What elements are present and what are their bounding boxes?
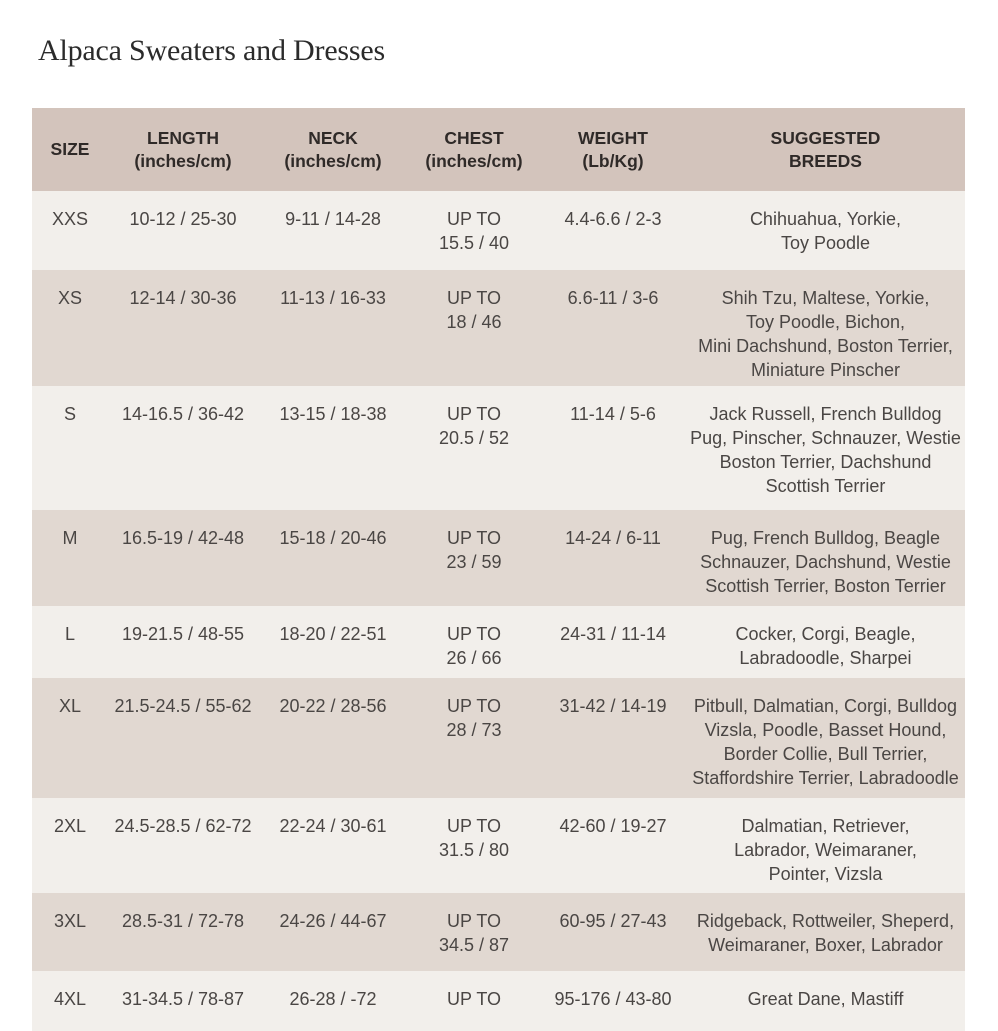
cell-weight: 6.6-11 / 3-6 [540, 270, 686, 386]
cell-chest: UP TO 34.5 / 87 [408, 893, 540, 971]
cell-weight: 60-95 / 27-43 [540, 893, 686, 971]
cell-size: 2XL [32, 798, 108, 893]
cell-chest: UP TO [408, 971, 540, 1031]
table-header-row [32, 108, 965, 191]
table-row [32, 386, 965, 510]
column-header-length [108, 108, 258, 191]
cell-breeds: Shih Tzu, Maltese, Yorkie, Toy Poodle, Bichon, Mini Dachshund, Boston Terrier, Miniature Pinscher [686, 270, 965, 386]
cell-weight: 95-176 / 43-80 [540, 971, 686, 1031]
column-header-title: SUGGESTED [770, 127, 881, 148]
cell-neck: 18-20 / 22-51 [258, 606, 408, 678]
cell-size: 3XL [32, 893, 108, 971]
cell-length: 10-12 / 25-30 [108, 191, 258, 270]
cell-chest: UP TO 23 / 59 [408, 510, 540, 606]
column-header-breeds [686, 108, 965, 191]
page-title: Alpaca Sweaters and Dresses [38, 34, 385, 67]
cell-size: L [32, 606, 108, 678]
cell-weight: 42-60 / 19-27 [540, 798, 686, 893]
column-header-unit: (inches/cm) [425, 150, 523, 171]
column-header-unit: BREEDS [789, 150, 862, 171]
cell-breeds: Great Dane, Mastiff [686, 971, 965, 1031]
cell-size: M [32, 510, 108, 606]
cell-chest: UP TO 26 / 66 [408, 606, 540, 678]
cell-length: 19-21.5 / 48-55 [108, 606, 258, 678]
table-row [32, 678, 965, 798]
cell-neck: 9-11 / 14-28 [258, 191, 408, 270]
cell-size: XL [32, 678, 108, 798]
cell-chest: UP TO 28 / 73 [408, 678, 540, 798]
cell-chest: UP TO 31.5 / 80 [408, 798, 540, 893]
column-header-title: WEIGHT [578, 127, 648, 148]
column-header-title: NECK [308, 127, 358, 148]
column-header-size [32, 108, 108, 191]
column-header-unit: (inches/cm) [134, 150, 232, 171]
cell-breeds: Pitbull, Dalmatian, Corgi, Bulldog Vizsla, Poodle, Basset Hound, Border Collie, Bull Terrier, Staffordshire Terrier, Labradoodle [686, 678, 965, 798]
cell-breeds: Dalmatian, Retriever, Labrador, Weimaraner, Pointer, Vizsla [686, 798, 965, 893]
cell-breeds: Pug, French Bulldog, Beagle Schnauzer, Dachshund, Westie Scottish Terrier, Boston Terrier [686, 510, 965, 606]
cell-breeds: Cocker, Corgi, Beagle, Labradoodle, Sharpei [686, 606, 965, 678]
size-chart-table [32, 108, 965, 1031]
cell-neck: 24-26 / 44-67 [258, 893, 408, 971]
cell-neck: 22-24 / 30-61 [258, 798, 408, 893]
column-header-title: LENGTH [147, 127, 219, 148]
cell-weight: 11-14 / 5-6 [540, 386, 686, 510]
cell-length: 21.5-24.5 / 55-62 [108, 678, 258, 798]
cell-weight: 4.4-6.6 / 2-3 [540, 191, 686, 270]
table-row [32, 893, 965, 971]
table-row [32, 270, 965, 386]
table-row [32, 606, 965, 678]
cell-weight: 24-31 / 11-14 [540, 606, 686, 678]
column-header-weight [540, 108, 686, 191]
table-row [32, 798, 965, 893]
cell-length: 28.5-31 / 72-78 [108, 893, 258, 971]
column-header-neck [258, 108, 408, 191]
cell-size: 4XL [32, 971, 108, 1031]
cell-breeds: Chihuahua, Yorkie, Toy Poodle [686, 191, 965, 270]
column-header-chest [408, 108, 540, 191]
cell-neck: 15-18 / 20-46 [258, 510, 408, 606]
cell-length: 24.5-28.5 / 62-72 [108, 798, 258, 893]
cell-neck: 26-28 / -72 [258, 971, 408, 1031]
column-header-title: CHEST [444, 127, 504, 148]
cell-breeds: Ridgeback, Rottweiler, Sheperd, Weimaraner, Boxer, Labrador [686, 893, 965, 971]
table-row [32, 510, 965, 606]
table-row [32, 191, 965, 270]
cell-chest: UP TO 18 / 46 [408, 270, 540, 386]
cell-weight: 14-24 / 6-11 [540, 510, 686, 606]
cell-size: XS [32, 270, 108, 386]
cell-length: 12-14 / 30-36 [108, 270, 258, 386]
cell-length: 16.5-19 / 42-48 [108, 510, 258, 606]
column-header-title: SIZE [50, 139, 90, 159]
column-header-unit: (inches/cm) [284, 150, 382, 171]
cell-length: 31-34.5 / 78-87 [108, 971, 258, 1031]
cell-neck: 20-22 / 28-56 [258, 678, 408, 798]
cell-size: S [32, 386, 108, 510]
table-row [32, 971, 965, 1031]
cell-chest: UP TO 20.5 / 52 [408, 386, 540, 510]
cell-weight: 31-42 / 14-19 [540, 678, 686, 798]
cell-chest: UP TO 15.5 / 40 [408, 191, 540, 270]
cell-neck: 11-13 / 16-33 [258, 270, 408, 386]
column-header-unit: (Lb/Kg) [582, 150, 644, 171]
cell-neck: 13-15 / 18-38 [258, 386, 408, 510]
cell-size: XXS [32, 191, 108, 270]
cell-length: 14-16.5 / 36-42 [108, 386, 258, 510]
cell-breeds: Jack Russell, French Bulldog Pug, Pinscher, Schnauzer, Westie Boston Terrier, Dachshund Scottish Terrier [686, 386, 965, 510]
